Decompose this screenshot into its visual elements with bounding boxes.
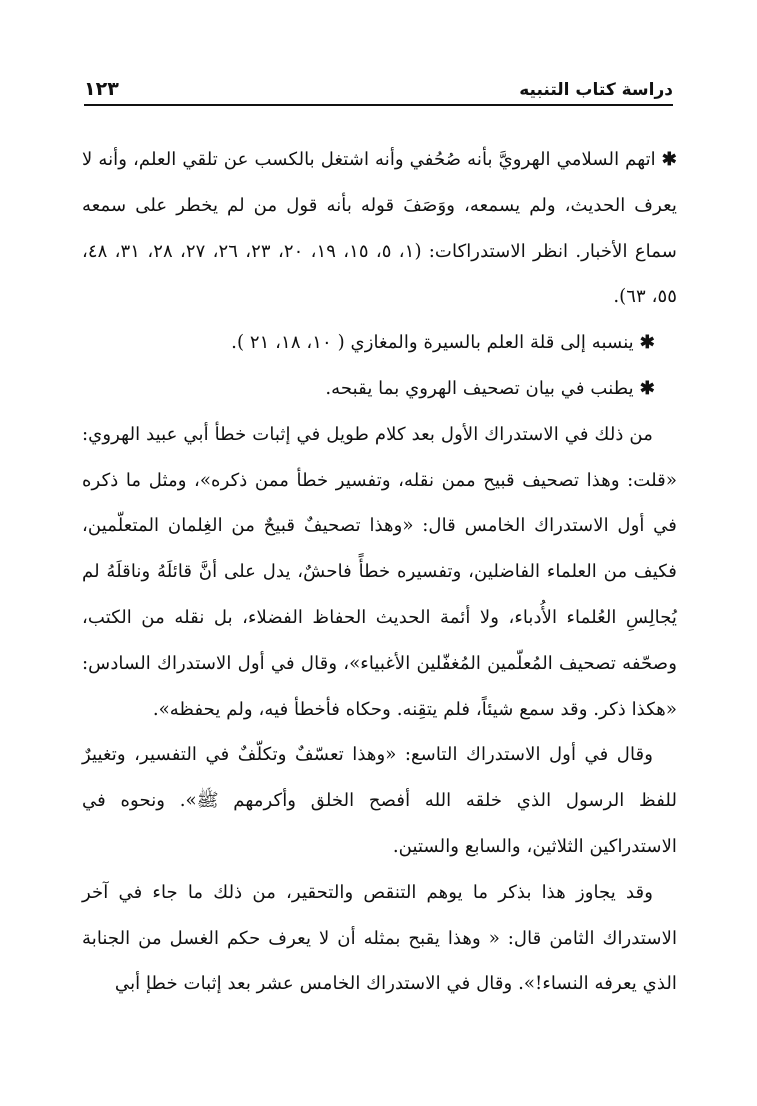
page-number: ١٢٣ [84,78,119,100]
list-item-text: اتهم السلامي الهرويَّ بأنه صُحُفي وأنه اشتغل بالكسب عن تلقي العلم، وأنه لا يعرف الحديث، ولم يسمعه، ووَصَفَ قوله بأنه قول من لم يخطر على سمعه سماع الأخبار. انظر الاستدراكات: (١، ٥، ١٥، ١٩، ٢٠، ٢٣، ٢٦، ٢٧، ٢٨، ٣١، ٤٨، ٥٥، ٦٣). [82,149,677,308]
bullet-icon: ✱ [661,149,677,170]
running-title: دراسة كتاب التنبيه [519,80,673,100]
header-divider [84,104,673,106]
paragraph: من ذلك في الاستدراك الأول بعد كلام طويل في إثبات خطأ أبي عبيد الهروي: «قلت: وهذا تصحيف قبيح ممن نقله، وتفسير خطأ ممن ذكره»، ومثل ما ذكره في أول الاستدراك الخامس قال: «وهذا تصحيفٌ قبيحٌ من الغِلمان المتعلّمين، فكيف من العلماء الفاضلين، وتفسيره خطأً فاحشٌ، يدل على أنَّ قائلَهُ وناقلَهُ لم يُجالِسِ العُلماء الأُدباء، ولا أئمة الحديث الحفاظ الفضلاء، بل نقله من الكتب، وصحّفه تصحيف المُعلّمين المُغفّلين الأغبياء»، وقال في أول الاستدراك السادس: «هكذا ذكر. وقد سمع شيئاً، فلم يتقِنه. وحكاه فأخطأ فيه، ولم يحفظه». [82,423,677,720]
list-item [82,366,677,412]
paragraph: وقال في أول الاستدراك التاسع: «وهذا تعسّفٌ وتكلّفٌ في التفسير، وتغييرٌ للفظ الرسول الذي خلقه الله أفصح الخلق وأكرمهم ﷺ». ونحوه في الاستدراكين الثلاثين، والسابع والستين. [82,744,677,857]
list-item-text: يطنب في بيان تصحيف الهروي بما يقبحه. [325,377,634,399]
list-item [82,320,677,366]
bullet-icon: ✱ [639,377,655,399]
paragraph: وقد يجاوز هذا بذكر ما يوهم التنقص والتحقير، من ذلك ما جاء في آخر الاستدراك الثامن قال: « وهذا يقبح بمثله أن لا يعرف حكم الغسل من الجنابة الذي يعرفه النساء!». وقال في الاستدراك الخامس عشر بعد إثبات خطإ أبي [82,881,677,995]
body-text [82,137,677,1007]
list-item-text: ينسبه إلى قلة العلم بالسيرة والمغازي ( ١٠، ١٨، ٢١ ). [231,332,634,354]
list-item [82,137,677,320]
running-header [84,66,673,100]
bullet-icon: ✱ [639,332,655,354]
